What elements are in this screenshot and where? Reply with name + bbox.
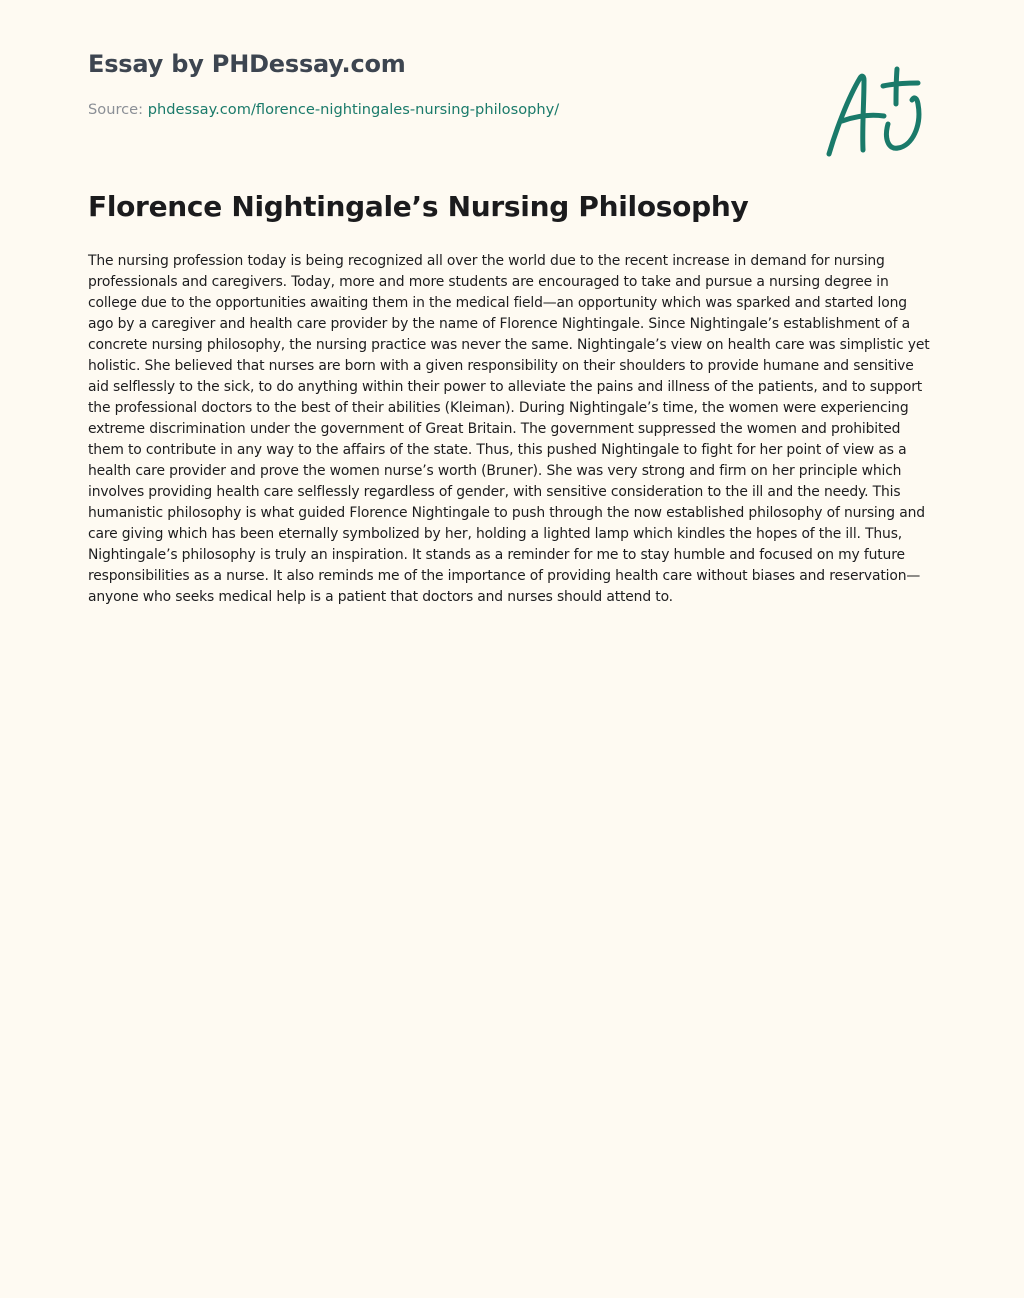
essay-body: The nursing profession today is being recognized all over the world due to the recent increase in demand for nursing professionals and caregivers. Today, more and more students are encouraged to take and pursue a nursing degree in college due to the opportunities awaiting them in the medical field—an opportunity which was sparked and started long ago by a caregiver and health care provider by the name of Florence Nightingale. Since Nightingale’s establishment of a concrete nursing philosophy, the nursing practice was never the same. Nightingale’s view on health care was simplistic yet holistic. She believed that nurses are born with a given responsibility on their shoulders to provide humane and sensitive aid selflessly to the sick, to do anything within their power to alleviate the pains and illness of the patients, and to support the professional doctors to the best of their abilities (Kleiman). During Nightingale’s time, the women were experiencing extreme discrimination under the government of Great Britain. The government suppressed the women and prohibited them to contribute in any way to the affairs of the state. Thus, this pushed Nightingale to fight for her point of view as a health care provider and prove the women nurse’s worth (Bruner). She was very strong and firm on her principle which involves providing health care selflessly regardless of gender, with sensitive consideration to the ill and the needy. This humanistic philosophy is what guided Florence Nightingale to push through the now established philosophy of nursing and care giving which has been eternally symbolized by her, holding a lighted lamp which kindles the hopes of the ill. Thus, Nightingale’s philosophy is truly an inspiration. It stands as a reminder for me to stay humble and focused on my future responsibilities as a nurse. It also reminds me of the importance of providing health care without biases and reservation—anyone who seeks medical help is a patient that doctors and nurses should attend to.	[88, 253, 930, 605]
source-line	[88, 101, 559, 118]
essay-title: Florence Nightingale’s Nursing Philosophy	[88, 190, 749, 223]
source-label: Source:	[88, 101, 148, 118]
source-link[interactable]: phdessay.com/florence-nightingales-nursing-philosophy/	[147, 101, 560, 118]
a-plus-grade-icon	[822, 64, 928, 160]
site-brand: Essay by PHDessay.com	[88, 50, 406, 78]
